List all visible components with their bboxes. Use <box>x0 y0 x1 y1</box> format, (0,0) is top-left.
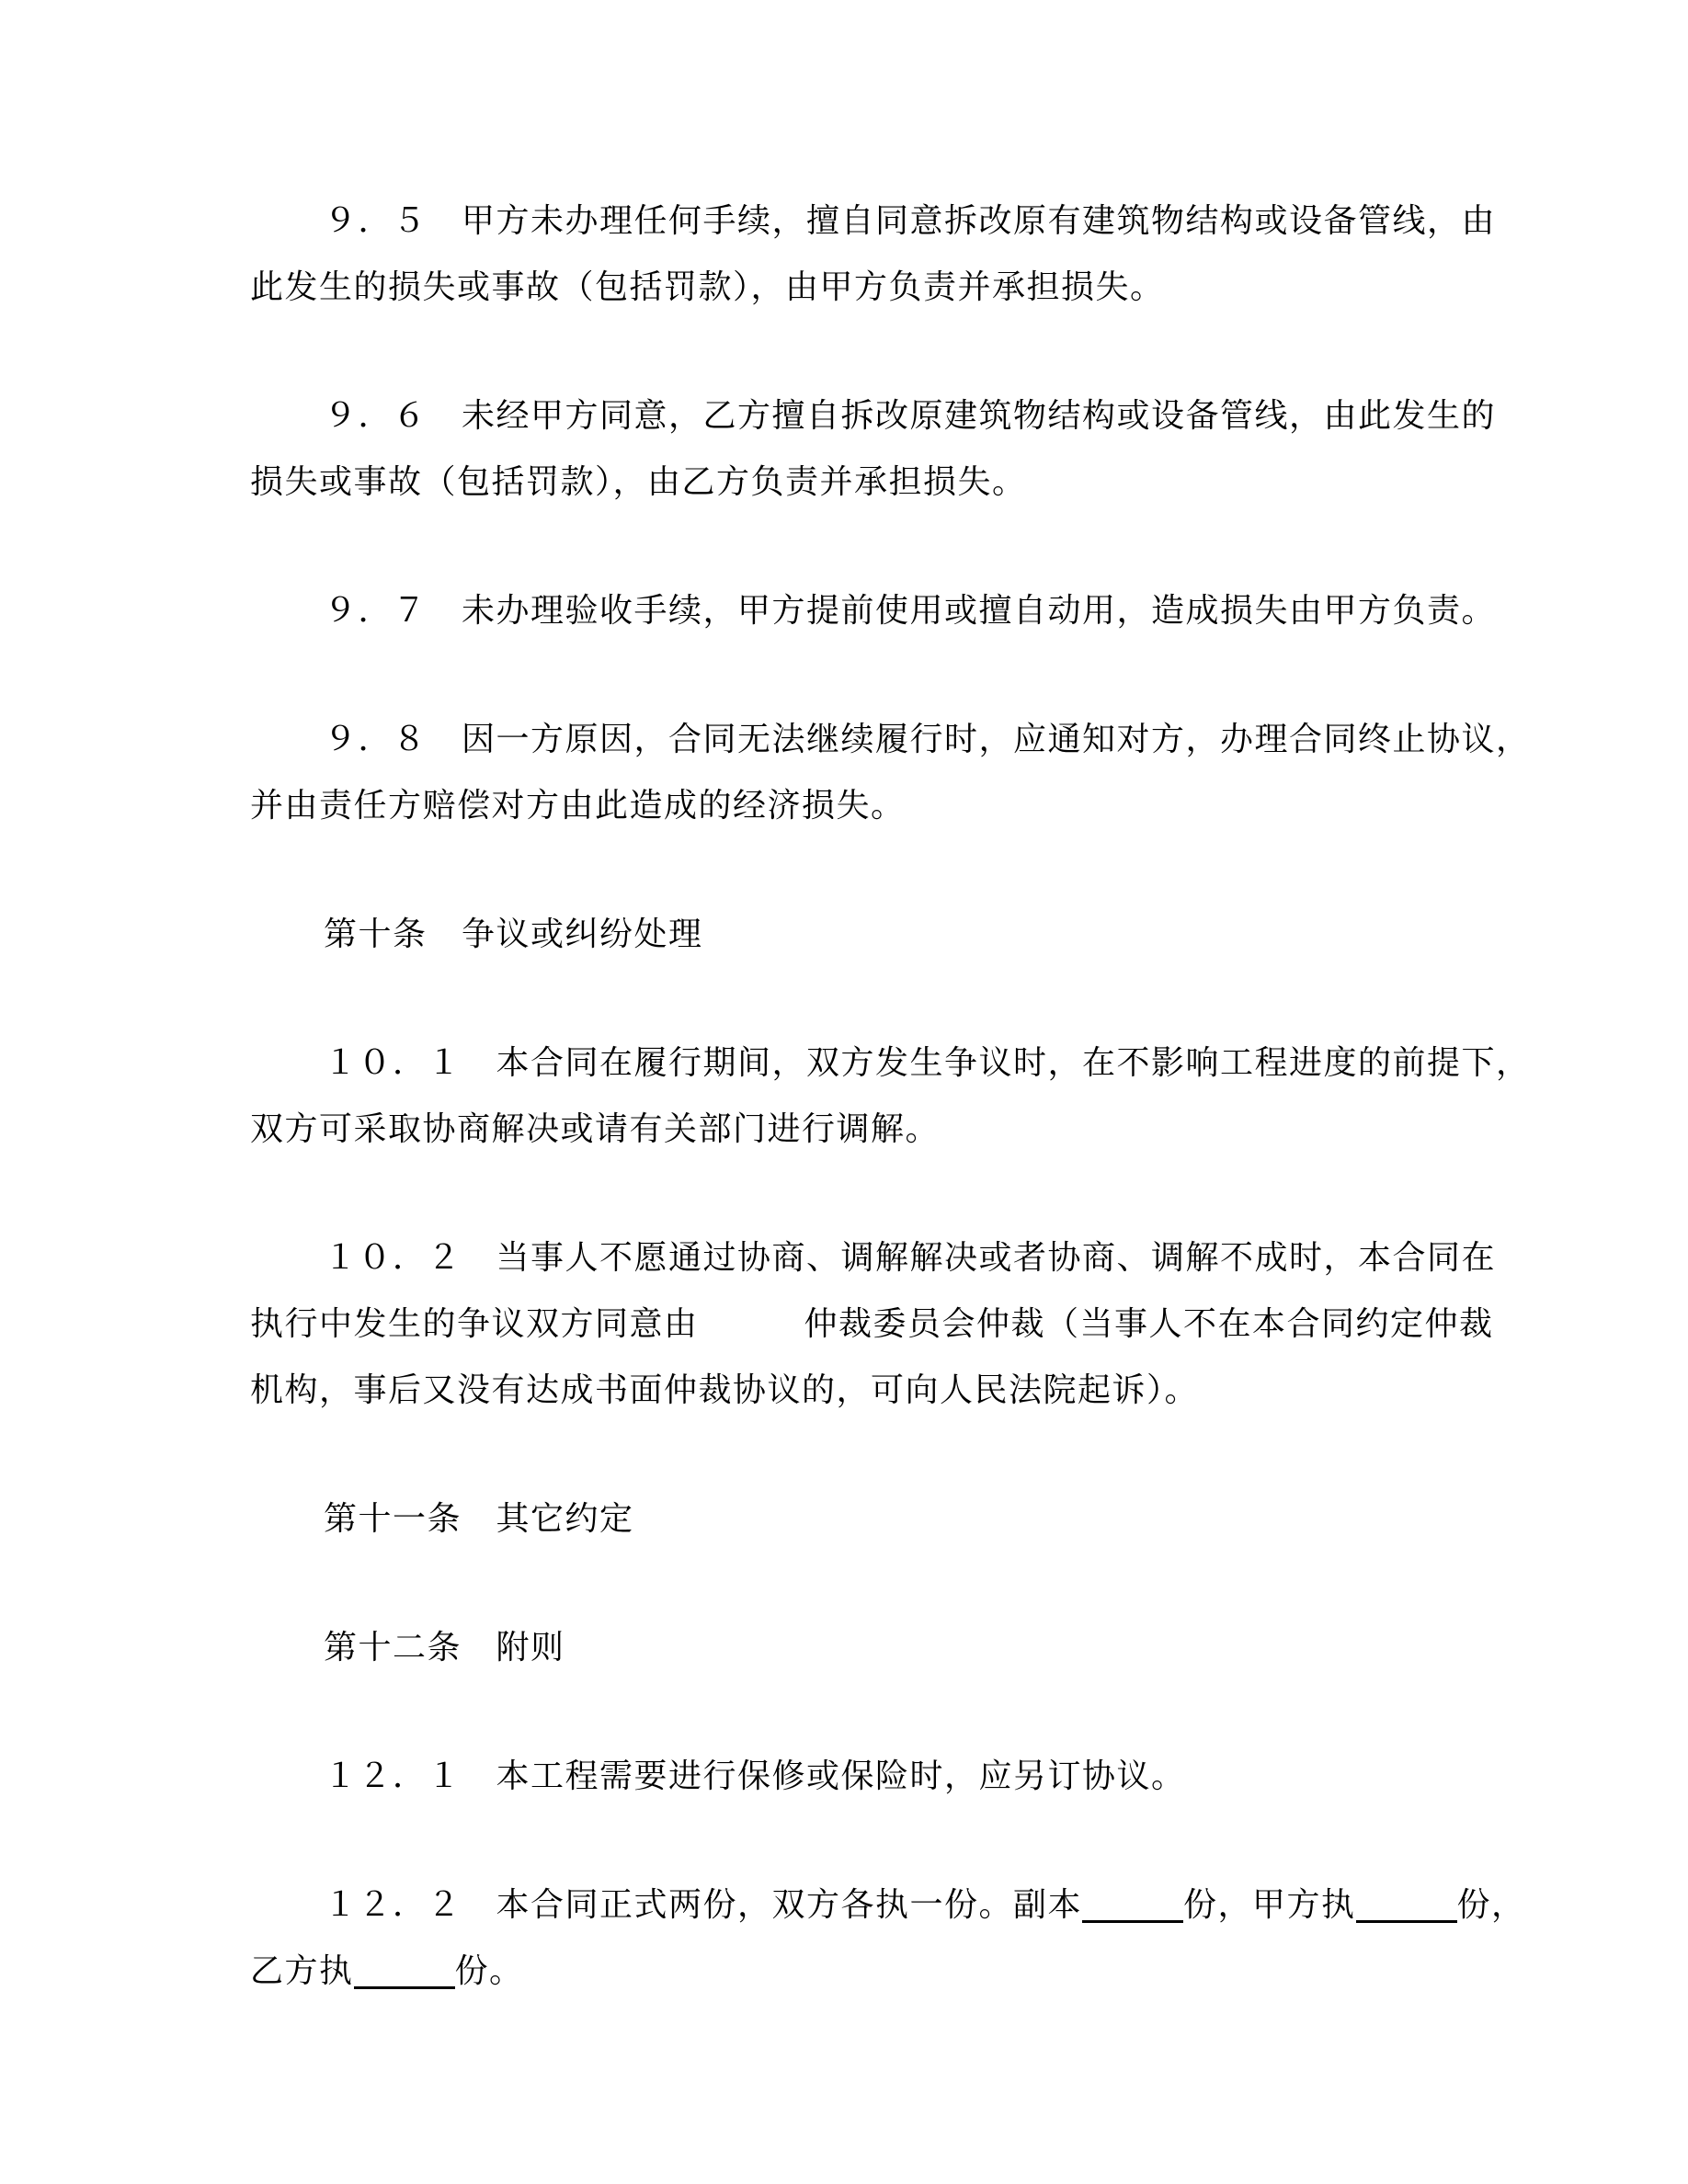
clause-12-2-text-1: １２．２ 本合同正式两份，双方各执一份。副本 <box>324 1886 1083 1923</box>
party-b-copies-blank[interactable] <box>354 1986 455 1989</box>
clause-9-5 <box>250 188 1532 320</box>
party-a-copies-blank[interactable] <box>1356 1920 1457 1923</box>
clause-10-2-line-2 <box>250 1291 1532 1357</box>
clause-12-2-line-2 <box>250 1938 1532 2004</box>
article-10-heading-line: 第十条 争议或纠纷处理 <box>324 916 703 952</box>
clause-10-2-line-1: １０．２ 当事人不愿通过协商、调解解决或者协商、调解不成时，本合同在 <box>324 1239 1497 1276</box>
article-11-heading-line: 第十一条 其它约定 <box>324 1500 634 1537</box>
article-12-heading <box>250 1614 1532 1680</box>
clause-9-8-line-1: ９．８ 因一方原因，合同无法继续履行时，应通知对方，办理合同终止协议， <box>324 721 1531 757</box>
clause-9-7 <box>250 577 1532 643</box>
clause-9-6-line-2: 损失或事故（包括罚款），由乙方负责并承担损失。 <box>250 463 1027 500</box>
clause-9-8 <box>250 706 1532 838</box>
clause-10-2 <box>250 1224 1532 1423</box>
clause-12-2-text-4: 乙方执 <box>250 1952 354 1989</box>
clause-9-6-line-1: ９．６ 未经甲方同意，乙方擅自拆改原建筑物结构或设备管线，由此发生的 <box>324 397 1497 434</box>
clause-10-1 <box>250 1029 1532 1162</box>
clause-10-1-line-1: １０．１ 本合同在履行期间，双方发生争议时，在不影响工程进度的前提下， <box>324 1044 1531 1081</box>
article-11-heading <box>250 1485 1532 1552</box>
clause-12-2-text-3: 份， <box>1456 1886 1526 1923</box>
clause-9-5-line-2: 此发生的损失或事故（包括罚款），由甲方负责并承担损失。 <box>250 268 1165 305</box>
article-12-heading-line: 第十二条 附则 <box>324 1629 565 1666</box>
clause-9-5-line-1: ９．５ 甲方未办理任何手续，擅自同意拆改原有建筑物结构或设备管线，由 <box>324 202 1497 239</box>
clause-12-1-line-1: １２．１ 本工程需要进行保修或保险时，应另订协议。 <box>324 1757 1186 1794</box>
clause-10-2-line-3: 机构，事后又没有达成书面仲裁协议的，可向人民法院起诉）。 <box>250 1371 1200 1408</box>
clause-12-2 <box>250 1871 1532 2004</box>
clause-10-1-line-2: 双方可采取协商解决或请有关部门进行调解。 <box>250 1110 941 1147</box>
clause-9-7-line-1: ９．７ 未办理验收手续，甲方提前使用或擅自动用，造成损失由甲方负责。 <box>324 592 1497 629</box>
copies-count-blank[interactable] <box>1082 1920 1183 1923</box>
clause-12-1 <box>250 1743 1532 1809</box>
clause-10-2-text-after-arbitration-blank: 仲裁委员会仲裁（当事人不在本合同约定仲裁 <box>804 1305 1494 1342</box>
clause-12-2-line-1 <box>250 1871 1532 1938</box>
article-10-heading <box>250 901 1532 967</box>
clause-9-6 <box>250 382 1532 515</box>
clause-9-8-line-2: 并由责任方赔偿对方由此造成的经济损失。 <box>250 787 906 824</box>
clause-12-2-text-2: 份，甲方执 <box>1183 1886 1356 1923</box>
clause-12-2-text-5: 份。 <box>454 1952 524 1989</box>
clause-10-2-text-before-arbitration-blank: 执行中发生的争议双方同意由 <box>250 1305 699 1342</box>
